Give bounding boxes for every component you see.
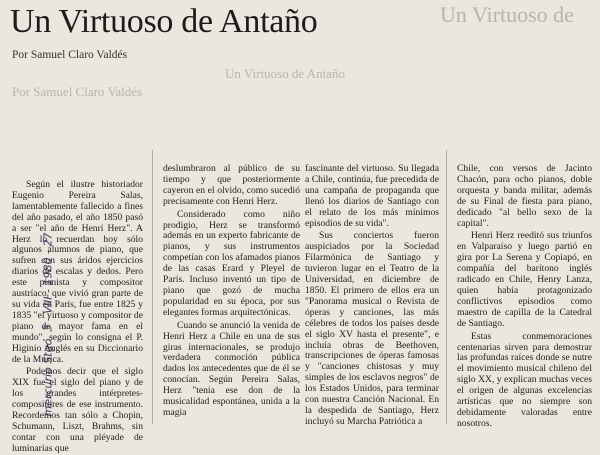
column-divider [152,150,153,424]
paragraph: Chile, con versos de Jacinto Chacón, para ocho pianos, doble orquesta y banda militar, además de su Final de fiesta para piano, dedicado "al bello sexo de la capital". [457,163,592,229]
paragraph: fascinante del virtuoso. Su llegada a Chile, continúa, fue precedida de una campaña de propaganda que llenó los diarios de Santiago con el relato de los más mínimos episodios de su vida". [305,163,439,229]
article-column-3 [305,163,439,427]
paragraph: Podemos decir que el siglo XIX fue el siglo del piano y de los grandes intérpretes-compositores de ese instrumento. Recordemos tan sólo a Chopin, Schumann, Liszt, Brahms, sin contar con una pléyade de luminarias que [12,366,143,454]
paragraph: deslumbraron al público de su tiempo y que posteriormente cayeron en el olvido, como sucedió precisamente con Henri Herz. [163,163,300,207]
article-byline: Por Samuel Claro Valdés [12,49,128,61]
bleed-through-byline: Por Samuel Claro Valdés [12,84,143,99]
article-column-1 [12,179,143,454]
article-column-4 [457,163,592,429]
bleed-through-title: Un Virtuoso de [440,2,574,27]
article-title: Un Virtuoso de Antaño [10,3,318,40]
article-column-2 [163,164,300,424]
paragraph: Según el ilustre historiador Eugenio Pereira Salas, lamentablemente fallecido a fines del año pasado, el año 1850 pasó a ser "el año de Henri Herz". A Herz lo recuerdan hoy sólo algunos alumnos de piano, que sufren con sus áridos ejercicios diarios de escalas y dedos. Pero este pianista y compositor austríaco, que vivió gran parte de su vida en París, fue entre 1825 y 1835 "el virtuoso y compositor de piano de mayor fama en el mundo", según lo consigna el P. Higinio Anglés en su Diccionario de la Música. [12,179,143,365]
handwritten-source-note: mercurio Stgo. 3 - VIII - 1980 - 27 [41,232,55,417]
paragraph: Henri Herz reeditó sus triunfos en Valparaíso y luego partió en gira por La Serena y Copiapó, en compañía del barítono inglés radicado en Chile, Henry Lanza, quien había protagonizado conflictivos episodios como maestro de capilla de la Catedral de Santiago. [457,230,592,329]
column-divider [446,150,447,424]
paragraph: Sus conciertos fueron auspiciados por la Sociedad Filarmónica de Santiago y tuvieron lugar en el Teatro de la Universidad, en diciembre de 1850. El primero de ellos era un "Panorama musical o Revista de óperas y canciones, las más célebres de todos los países desde el siglo XV hasta el presente", e incluía obras de Beethoven, transcripciones de óperas famosas y "canciones chistosas y muy simples de los esclavos negros" de los Estados Unidos, para terminar con nuestra Canción Nacional. En la despedida de Santiago, Herz incluyó su Marcha Patriótica a [305,230,439,427]
paragraph: Cuando se anunció la venida de Henri Herz a Chile en una de sus giras internacionales, se produjo verdadera conmoción pública dados los antecedentes que de él se conocían. Según Pereira Salas, Herz "tenía ese don de la musicalidad espontánea, unida a la magia [163,319,300,418]
bleed-through-heading: Un Virtuoso de Antaño [225,66,345,81]
paragraph: Estas conmemoraciones centenarias sirven para demostrar las profundas raíces donde se nutre el movimiento musical chileno del siglo XX, y explican muchas veces el origen de algunas excelencias artísticas que no siempre son debidamente valoradas entre nosotros. [457,330,592,429]
paragraph: Considerado como niño prodigio, Herz se transformó además en un experto fabricante de pianos, y sus instrumentos competían con los afamados pianos de las casas Erard y Pleyel de París. Incluso inventó un tipo de piano que gozó de mucha popularidad en su época, por sus elegantes formas arquitectónicas. [163,208,300,318]
